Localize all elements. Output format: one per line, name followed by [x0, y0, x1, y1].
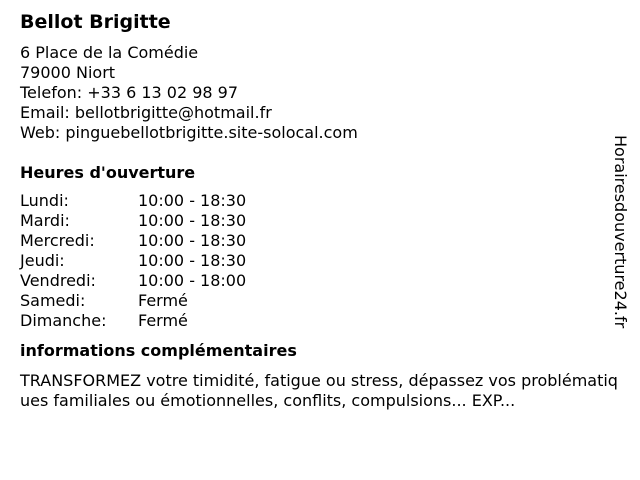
hours-time-value: 10:00 - 18:30 — [138, 231, 247, 250]
web-line: Web: pinguebellotbrigitte.site-solocal.com — [20, 123, 358, 142]
additional-info-text: TRANSFORMEZ votre timidité, fatigue ou stress, dépassez vos problématiques familiales ou émotionnelles, conflits, compulsions... EXP... — [20, 371, 618, 410]
hours-row-friday — [20, 271, 610, 291]
hours-day-label: Dimanche: — [20, 311, 107, 330]
opening-hours-heading: Heures d'ouverture — [20, 163, 196, 182]
phone-line: Telefon: +33 6 13 02 98 97 — [20, 83, 239, 102]
additional-info-heading: informations complémentaires — [20, 341, 297, 360]
hours-time-value: Fermé — [138, 311, 188, 330]
address-line-street: 6 Place de la Comédie — [20, 43, 199, 62]
hours-time-value: 10:00 - 18:00 — [138, 271, 247, 290]
hours-row-monday — [20, 191, 610, 211]
email-line: Email: bellotbrigitte@hotmail.fr — [20, 103, 272, 122]
business-name: Bellot Brigitte — [20, 11, 171, 33]
hours-day-label: Vendredi: — [20, 271, 96, 290]
address-line-city: 79000 Niort — [20, 63, 116, 82]
hours-time-value: 10:00 - 18:30 — [138, 251, 247, 270]
hours-row-thursday — [20, 251, 610, 271]
hours-day-label: Mardi: — [20, 211, 70, 230]
hours-time-value: Fermé — [138, 291, 188, 310]
hours-row-saturday — [20, 291, 610, 311]
opening-hours-table — [20, 191, 610, 331]
site-watermark: Horairesdouverture24.fr — [611, 135, 630, 329]
hours-time-value: 10:00 - 18:30 — [138, 211, 247, 230]
hours-day-label: Mercredi: — [20, 231, 95, 250]
hours-row-tuesday — [20, 211, 610, 231]
hours-day-label: Lundi: — [20, 191, 69, 210]
business-card — [20, 10, 618, 411]
hours-day-label: Samedi: — [20, 291, 86, 310]
hours-time-value: 10:00 - 18:30 — [138, 191, 247, 210]
hours-row-wednesday — [20, 231, 610, 251]
hours-row-sunday — [20, 311, 610, 331]
hours-day-label: Jeudi: — [20, 251, 65, 270]
